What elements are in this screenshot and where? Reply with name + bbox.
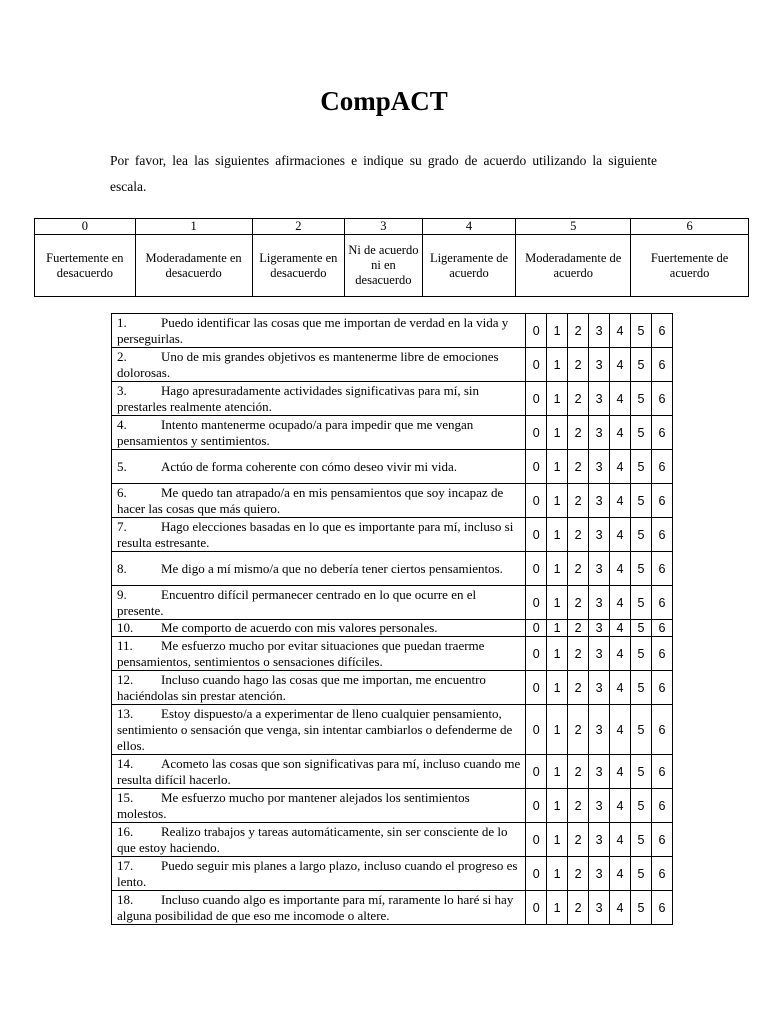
rating-option-2[interactable]: 2 bbox=[568, 671, 589, 705]
rating-option-1[interactable]: 1 bbox=[547, 518, 568, 552]
rating-option-3[interactable]: 3 bbox=[589, 450, 610, 484]
rating-option-2[interactable]: 2 bbox=[568, 484, 589, 518]
rating-option-3[interactable]: 3 bbox=[589, 518, 610, 552]
rating-option-6[interactable]: 6 bbox=[651, 755, 672, 789]
rating-option-5[interactable]: 5 bbox=[630, 620, 651, 637]
item-text: Puedo identificar las cosas que me importan de verdad en la vida y perseguirlas. bbox=[117, 314, 509, 346]
rating-option-3[interactable]: 3 bbox=[589, 348, 610, 382]
rating-option-5[interactable]: 5 bbox=[630, 518, 651, 552]
scale-label: Ni de acuerdo ni en desacuerdo bbox=[345, 235, 423, 297]
item-text: Encuentro difícil permanecer centrado en lo que ocurre en el presente. bbox=[117, 586, 477, 618]
rating-option-2[interactable]: 2 bbox=[568, 348, 589, 382]
rating-option-4[interactable]: 4 bbox=[610, 552, 631, 586]
rating-option-0[interactable]: 0 bbox=[526, 484, 547, 518]
rating-option-2[interactable]: 2 bbox=[568, 314, 589, 348]
rating-option-5[interactable]: 5 bbox=[630, 755, 651, 789]
rating-option-0[interactable]: 0 bbox=[526, 450, 547, 484]
item-statement bbox=[112, 484, 526, 518]
rating-option-3[interactable]: 3 bbox=[589, 382, 610, 416]
rating-option-5[interactable]: 5 bbox=[630, 671, 651, 705]
item-number: 3. bbox=[117, 382, 127, 398]
rating-option-2[interactable]: 2 bbox=[568, 891, 589, 925]
scale-value: 6 bbox=[631, 219, 749, 235]
item-text: Realizo trabajos y tareas automáticamente, sin ser consciente de lo que estoy haciendo. bbox=[117, 823, 508, 855]
rating-option-6[interactable]: 6 bbox=[651, 450, 672, 484]
rating-option-1[interactable]: 1 bbox=[547, 382, 568, 416]
item-number: 10. bbox=[117, 620, 134, 635]
item-text: Hago elecciones basadas en lo que es importante para mí, incluso si resulta estresante. bbox=[117, 518, 514, 550]
scale-value: 5 bbox=[516, 219, 631, 235]
rating-option-5[interactable]: 5 bbox=[630, 382, 651, 416]
rating-option-3[interactable]: 3 bbox=[589, 891, 610, 925]
rating-option-1[interactable]: 1 bbox=[547, 671, 568, 705]
rating-option-5[interactable]: 5 bbox=[630, 823, 651, 857]
table-row bbox=[112, 314, 673, 348]
rating-option-0[interactable]: 0 bbox=[526, 552, 547, 586]
rating-option-1[interactable]: 1 bbox=[547, 348, 568, 382]
item-text: Uno de mis grandes objetivos es mantenerme libre de emociones dolorosas. bbox=[117, 348, 499, 380]
rating-option-1[interactable]: 1 bbox=[547, 314, 568, 348]
scale-value: 1 bbox=[135, 219, 252, 235]
item-text: Incluso cuando algo es importante para mí, raramente lo haré si hay alguna posibilidad de que eso me incomode o altere. bbox=[117, 891, 514, 923]
scale-value: 2 bbox=[252, 219, 345, 235]
rating-option-4[interactable]: 4 bbox=[610, 705, 631, 755]
scale-label: Ligeramente en desacuerdo bbox=[252, 235, 345, 297]
rating-option-6[interactable]: 6 bbox=[651, 620, 672, 637]
rating-option-4[interactable]: 4 bbox=[610, 755, 631, 789]
rating-option-3[interactable]: 3 bbox=[589, 416, 610, 450]
table-row bbox=[112, 450, 673, 484]
table-row bbox=[112, 620, 673, 637]
rating-option-1[interactable]: 1 bbox=[547, 857, 568, 891]
rating-option-1[interactable]: 1 bbox=[547, 891, 568, 925]
rating-option-6[interactable]: 6 bbox=[651, 314, 672, 348]
rating-option-0[interactable]: 0 bbox=[526, 586, 547, 620]
rating-option-5[interactable]: 5 bbox=[630, 416, 651, 450]
item-number: 2. bbox=[117, 348, 127, 364]
rating-option-6[interactable]: 6 bbox=[651, 637, 672, 671]
rating-option-2[interactable]: 2 bbox=[568, 382, 589, 416]
rating-option-4[interactable]: 4 bbox=[610, 637, 631, 671]
item-text: Me esfuerzo mucho por evitar situaciones que puedan traerme pensamientos, sentimientos o sensaciones difíciles. bbox=[117, 637, 485, 669]
item-text: Me esfuerzo mucho por mantener alejados los sentimientos molestos. bbox=[117, 789, 470, 821]
rating-option-4[interactable]: 4 bbox=[610, 314, 631, 348]
item-number: 17. bbox=[117, 857, 134, 873]
item-statement bbox=[112, 705, 526, 755]
rating-option-6[interactable]: 6 bbox=[651, 552, 672, 586]
item-statement bbox=[112, 416, 526, 450]
rating-option-0[interactable]: 0 bbox=[526, 823, 547, 857]
rating-option-4[interactable]: 4 bbox=[610, 518, 631, 552]
item-text: Me comporto de acuerdo con mis valores personales. bbox=[161, 620, 438, 635]
table-row bbox=[112, 823, 673, 857]
table-row bbox=[112, 789, 673, 823]
rating-option-5[interactable]: 5 bbox=[630, 586, 651, 620]
item-number: 14. bbox=[117, 755, 134, 771]
rating-option-6[interactable]: 6 bbox=[651, 586, 672, 620]
rating-option-2[interactable]: 2 bbox=[568, 789, 589, 823]
rating-option-2[interactable]: 2 bbox=[568, 518, 589, 552]
item-statement bbox=[112, 857, 526, 891]
item-text: Hago apresuradamente actividades significativas para mí, sin prestarles realmente atención. bbox=[117, 382, 480, 414]
item-number: 6. bbox=[117, 484, 127, 500]
rating-option-3[interactable]: 3 bbox=[589, 705, 610, 755]
rating-option-4[interactable]: 4 bbox=[610, 891, 631, 925]
rating-option-1[interactable]: 1 bbox=[547, 823, 568, 857]
scale-label: Fuertemente en desacuerdo bbox=[35, 235, 136, 297]
item-statement bbox=[112, 671, 526, 705]
item-statement bbox=[112, 450, 526, 484]
scale-label: Ligeramente de acuerdo bbox=[422, 235, 516, 297]
rating-option-0[interactable]: 0 bbox=[526, 382, 547, 416]
item-number: 9. bbox=[117, 586, 127, 602]
table-row bbox=[112, 586, 673, 620]
rating-option-1[interactable]: 1 bbox=[547, 620, 568, 637]
item-number: 4. bbox=[117, 416, 127, 432]
page-title: CompACT bbox=[320, 86, 448, 116]
rating-option-4[interactable]: 4 bbox=[610, 620, 631, 637]
table-row bbox=[112, 348, 673, 382]
item-statement bbox=[112, 348, 526, 382]
scale-value: 4 bbox=[422, 219, 516, 235]
rating-option-0[interactable]: 0 bbox=[526, 891, 547, 925]
rating-option-6[interactable]: 6 bbox=[651, 891, 672, 925]
rating-option-6[interactable]: 6 bbox=[651, 382, 672, 416]
scale-value: 0 bbox=[35, 219, 136, 235]
table-row bbox=[112, 484, 673, 518]
questionnaire-table bbox=[111, 313, 673, 925]
item-text: Puedo seguir mis planes a largo plazo, incluso cuando el progreso es lento. bbox=[117, 857, 518, 889]
table-row bbox=[112, 671, 673, 705]
rating-option-6[interactable]: 6 bbox=[651, 348, 672, 382]
rating-option-0[interactable]: 0 bbox=[526, 348, 547, 382]
rating-option-0[interactable]: 0 bbox=[526, 518, 547, 552]
scale-label: Moderadamente de acuerdo bbox=[516, 235, 631, 297]
item-text: Actúo de forma coherente con cómo deseo vivir mi vida. bbox=[161, 458, 458, 474]
rating-option-3[interactable]: 3 bbox=[589, 552, 610, 586]
item-statement bbox=[112, 314, 526, 348]
item-statement bbox=[112, 382, 526, 416]
rating-option-6[interactable]: 6 bbox=[651, 484, 672, 518]
rating-option-3[interactable]: 3 bbox=[589, 637, 610, 671]
rating-option-4[interactable]: 4 bbox=[610, 484, 631, 518]
rating-option-1[interactable]: 1 bbox=[547, 586, 568, 620]
table-row bbox=[112, 637, 673, 671]
item-statement bbox=[112, 789, 526, 823]
table-row bbox=[112, 382, 673, 416]
table-row bbox=[112, 705, 673, 755]
item-statement bbox=[112, 823, 526, 857]
item-number: 15. bbox=[117, 789, 134, 805]
rating-option-2[interactable]: 2 bbox=[568, 857, 589, 891]
rating-option-3[interactable]: 3 bbox=[589, 857, 610, 891]
item-statement bbox=[112, 891, 526, 925]
rating-option-0[interactable]: 0 bbox=[526, 416, 547, 450]
rating-option-3[interactable]: 3 bbox=[589, 755, 610, 789]
rating-option-5[interactable]: 5 bbox=[630, 314, 651, 348]
rating-option-2[interactable]: 2 bbox=[568, 637, 589, 671]
item-text: Incluso cuando hago las cosas que me importan, me encuentro haciéndolas sin prestar atención. bbox=[117, 671, 486, 703]
rating-option-6[interactable]: 6 bbox=[651, 416, 672, 450]
rating-option-0[interactable]: 0 bbox=[526, 671, 547, 705]
rating-option-6[interactable]: 6 bbox=[651, 671, 672, 705]
rating-option-4[interactable]: 4 bbox=[610, 857, 631, 891]
rating-option-0[interactable]: 0 bbox=[526, 755, 547, 789]
item-number: 11. bbox=[117, 637, 133, 653]
rating-option-5[interactable]: 5 bbox=[630, 552, 651, 586]
rating-option-3[interactable]: 3 bbox=[589, 671, 610, 705]
rating-option-3[interactable]: 3 bbox=[589, 484, 610, 518]
item-number: 1. bbox=[117, 314, 127, 330]
item-statement bbox=[112, 552, 526, 586]
rating-option-1[interactable]: 1 bbox=[547, 552, 568, 586]
item-number: 5. bbox=[117, 458, 127, 474]
rating-option-2[interactable]: 2 bbox=[568, 552, 589, 586]
rating-option-5[interactable]: 5 bbox=[630, 705, 651, 755]
scale-label: Fuertemente de acuerdo bbox=[631, 235, 749, 297]
table-row bbox=[112, 857, 673, 891]
instructions-paragraph: Por favor, lea las siguientes afirmaciones e indique su grado de acuerdo utilizando la siguiente escala. bbox=[110, 153, 657, 194]
rating-option-6[interactable]: 6 bbox=[651, 789, 672, 823]
scale-legend-table bbox=[34, 218, 749, 297]
rating-option-6[interactable]: 6 bbox=[651, 857, 672, 891]
rating-option-2[interactable]: 2 bbox=[568, 755, 589, 789]
rating-option-4[interactable]: 4 bbox=[610, 416, 631, 450]
item-statement bbox=[112, 755, 526, 789]
rating-option-5[interactable]: 5 bbox=[630, 789, 651, 823]
rating-option-4[interactable]: 4 bbox=[610, 450, 631, 484]
rating-option-2[interactable]: 2 bbox=[568, 416, 589, 450]
item-text: Acometo las cosas que son significativas para mí, incluso cuando me resulta difícil hacerlo. bbox=[117, 755, 521, 787]
rating-option-6[interactable]: 6 bbox=[651, 518, 672, 552]
item-number: 13. bbox=[117, 705, 134, 721]
item-text: Estoy dispuesto/a a experimentar de lleno cualquier pensamiento, sentimiento o sensación que venga, sin intentar cambiarlos o defenderme de ellos. bbox=[117, 705, 513, 753]
rating-option-2[interactable]: 2 bbox=[568, 586, 589, 620]
rating-option-0[interactable]: 0 bbox=[526, 637, 547, 671]
rating-option-0[interactable]: 0 bbox=[526, 789, 547, 823]
item-number: 12. bbox=[117, 671, 134, 687]
item-text: Me digo a mí mismo/a que no debería tener ciertos pensamientos. bbox=[161, 560, 503, 576]
rating-option-1[interactable]: 1 bbox=[547, 484, 568, 518]
rating-option-1[interactable]: 1 bbox=[547, 637, 568, 671]
scale-value: 3 bbox=[345, 219, 423, 235]
item-text: Intento mantenerme ocupado/a para impedir que me vengan pensamientos y sentimientos. bbox=[117, 416, 474, 448]
item-statement bbox=[112, 518, 526, 552]
rating-option-1[interactable]: 1 bbox=[547, 789, 568, 823]
rating-option-2[interactable]: 2 bbox=[568, 450, 589, 484]
rating-option-0[interactable]: 0 bbox=[526, 857, 547, 891]
rating-option-5[interactable]: 5 bbox=[630, 891, 651, 925]
rating-option-3[interactable]: 3 bbox=[589, 314, 610, 348]
rating-option-3[interactable]: 3 bbox=[589, 789, 610, 823]
rating-option-5[interactable]: 5 bbox=[630, 484, 651, 518]
rating-option-6[interactable]: 6 bbox=[651, 823, 672, 857]
rating-option-4[interactable]: 4 bbox=[610, 789, 631, 823]
item-number: 7. bbox=[117, 518, 127, 534]
rating-option-0[interactable]: 0 bbox=[526, 314, 547, 348]
rating-option-0[interactable]: 0 bbox=[526, 620, 547, 637]
rating-option-1[interactable]: 1 bbox=[547, 416, 568, 450]
rating-option-4[interactable]: 4 bbox=[610, 823, 631, 857]
table-row bbox=[112, 891, 673, 925]
rating-option-5[interactable]: 5 bbox=[630, 637, 651, 671]
item-number: 16. bbox=[117, 823, 134, 839]
rating-option-5[interactable]: 5 bbox=[630, 348, 651, 382]
table-row bbox=[112, 552, 673, 586]
rating-option-3[interactable]: 3 bbox=[589, 823, 610, 857]
rating-option-0[interactable]: 0 bbox=[526, 705, 547, 755]
rating-option-2[interactable]: 2 bbox=[568, 705, 589, 755]
table-row bbox=[112, 755, 673, 789]
table-row bbox=[112, 518, 673, 552]
item-number: 8. bbox=[117, 560, 127, 576]
item-statement bbox=[112, 637, 526, 671]
rating-option-2[interactable]: 2 bbox=[568, 620, 589, 637]
scale-label: Moderadamente en desacuerdo bbox=[135, 235, 252, 297]
table-row bbox=[112, 416, 673, 450]
rating-option-6[interactable]: 6 bbox=[651, 705, 672, 755]
rating-option-4[interactable]: 4 bbox=[610, 382, 631, 416]
rating-option-5[interactable]: 5 bbox=[630, 857, 651, 891]
rating-option-5[interactable]: 5 bbox=[630, 450, 651, 484]
rating-option-1[interactable]: 1 bbox=[547, 755, 568, 789]
rating-option-4[interactable]: 4 bbox=[610, 671, 631, 705]
rating-option-3[interactable]: 3 bbox=[589, 586, 610, 620]
rating-option-3[interactable]: 3 bbox=[589, 620, 610, 637]
item-statement bbox=[112, 620, 526, 637]
rating-option-4[interactable]: 4 bbox=[610, 586, 631, 620]
rating-option-4[interactable]: 4 bbox=[610, 348, 631, 382]
item-text: Me quedo tan atrapado/a en mis pensamientos que soy incapaz de hacer las cosas que más quiero. bbox=[117, 484, 504, 516]
item-number: 18. bbox=[117, 891, 134, 907]
rating-option-1[interactable]: 1 bbox=[547, 450, 568, 484]
rating-option-1[interactable]: 1 bbox=[547, 705, 568, 755]
rating-option-2[interactable]: 2 bbox=[568, 823, 589, 857]
item-statement bbox=[112, 586, 526, 620]
